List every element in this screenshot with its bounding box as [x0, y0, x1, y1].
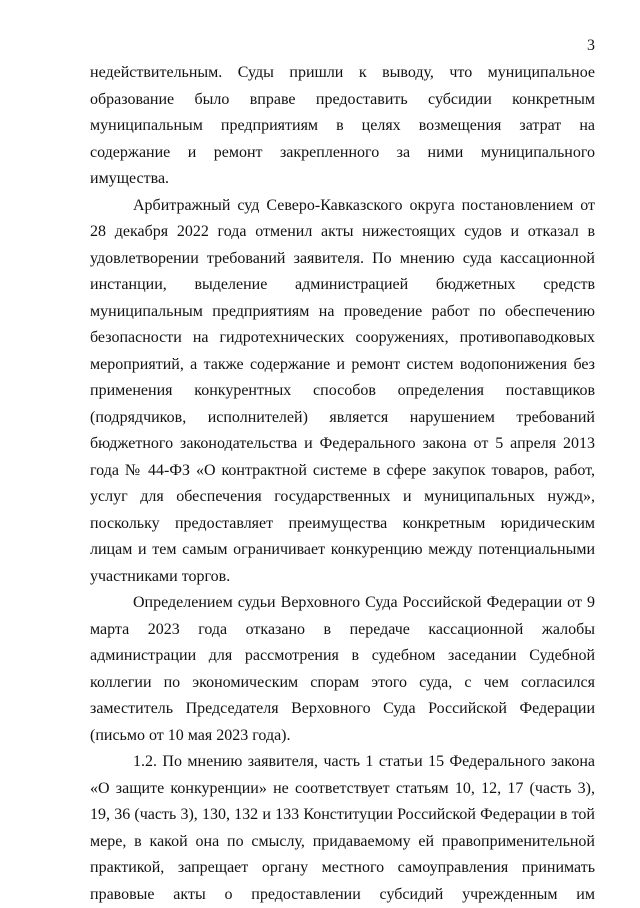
paragraph-applicant-position: 1.2. По мнению заявителя, часть 1 статьи 15 Федерального закона «О защите конкуренции» не соответствует статьям 10, 12, 17 (часть 3), 19, 36 (часть 3), 130, 132 и 133 Конституции Российской Федерации в той мере, в какой она по смыслу, придаваемому ей правоприменительной практикой, запрещает органу местного самоуправления принимать правовые акты о предоставлении субсидий учрежденным им [90, 753, 595, 903]
paragraph-supreme-court: Определением судьи Верховного Суда Российской Федерации от 9 марта 2023 года отказано в передаче кассационной жалобы администрации для рассмотрения в судебном заседании Судебной коллегии по экономическим спорам этого суда, с чем согласился заместитель Председателя Верховного Суда Российской Федерации (письмо от 10 мая 2023 года). [90, 594, 595, 744]
document-body [90, 60, 595, 908]
paragraph-cassation-court: Арбитражный суд Северо-Кавказского округа постановлением от 28 декабря 2022 года отменил акты нижестоящих судов и отказал в удовлетворении требований заявителя. По мнению суда кассационной инстанции, выделение администрацией бюджетных средств муниципальным предприятиям на проведение работ по обеспечению безопасности на гидротехнических сооружениях, противопаводковых мероприятий, а также содержание и ремонт систем водопонижения без применения конкурентных способов определения поставщиков (подрядчиков, исполнителей) является нарушением требований бюджетного законодательства и Федерального закона от 5 апреля 2013 года № 44-ФЗ «О контрактной системе в сфере закупок товаров, работ, услуг для обеспечения государственных и муниципальных нужд», поскольку предоставляет преимущества конкретным юридическим лицам и тем самым ограничивает конкуренцию между потенциальными участниками торгов. [90, 196, 595, 585]
paragraph-continuation: недействительным. Суды пришли к выводу, что муниципальное образование было вправе предоставить субсидии конкретным муниципальным предприятиям в целях возмещения затрат на содержание и ремонт закрепленного за ними муниципального имущества. [90, 64, 595, 187]
page-number: 3 [587, 37, 595, 54]
